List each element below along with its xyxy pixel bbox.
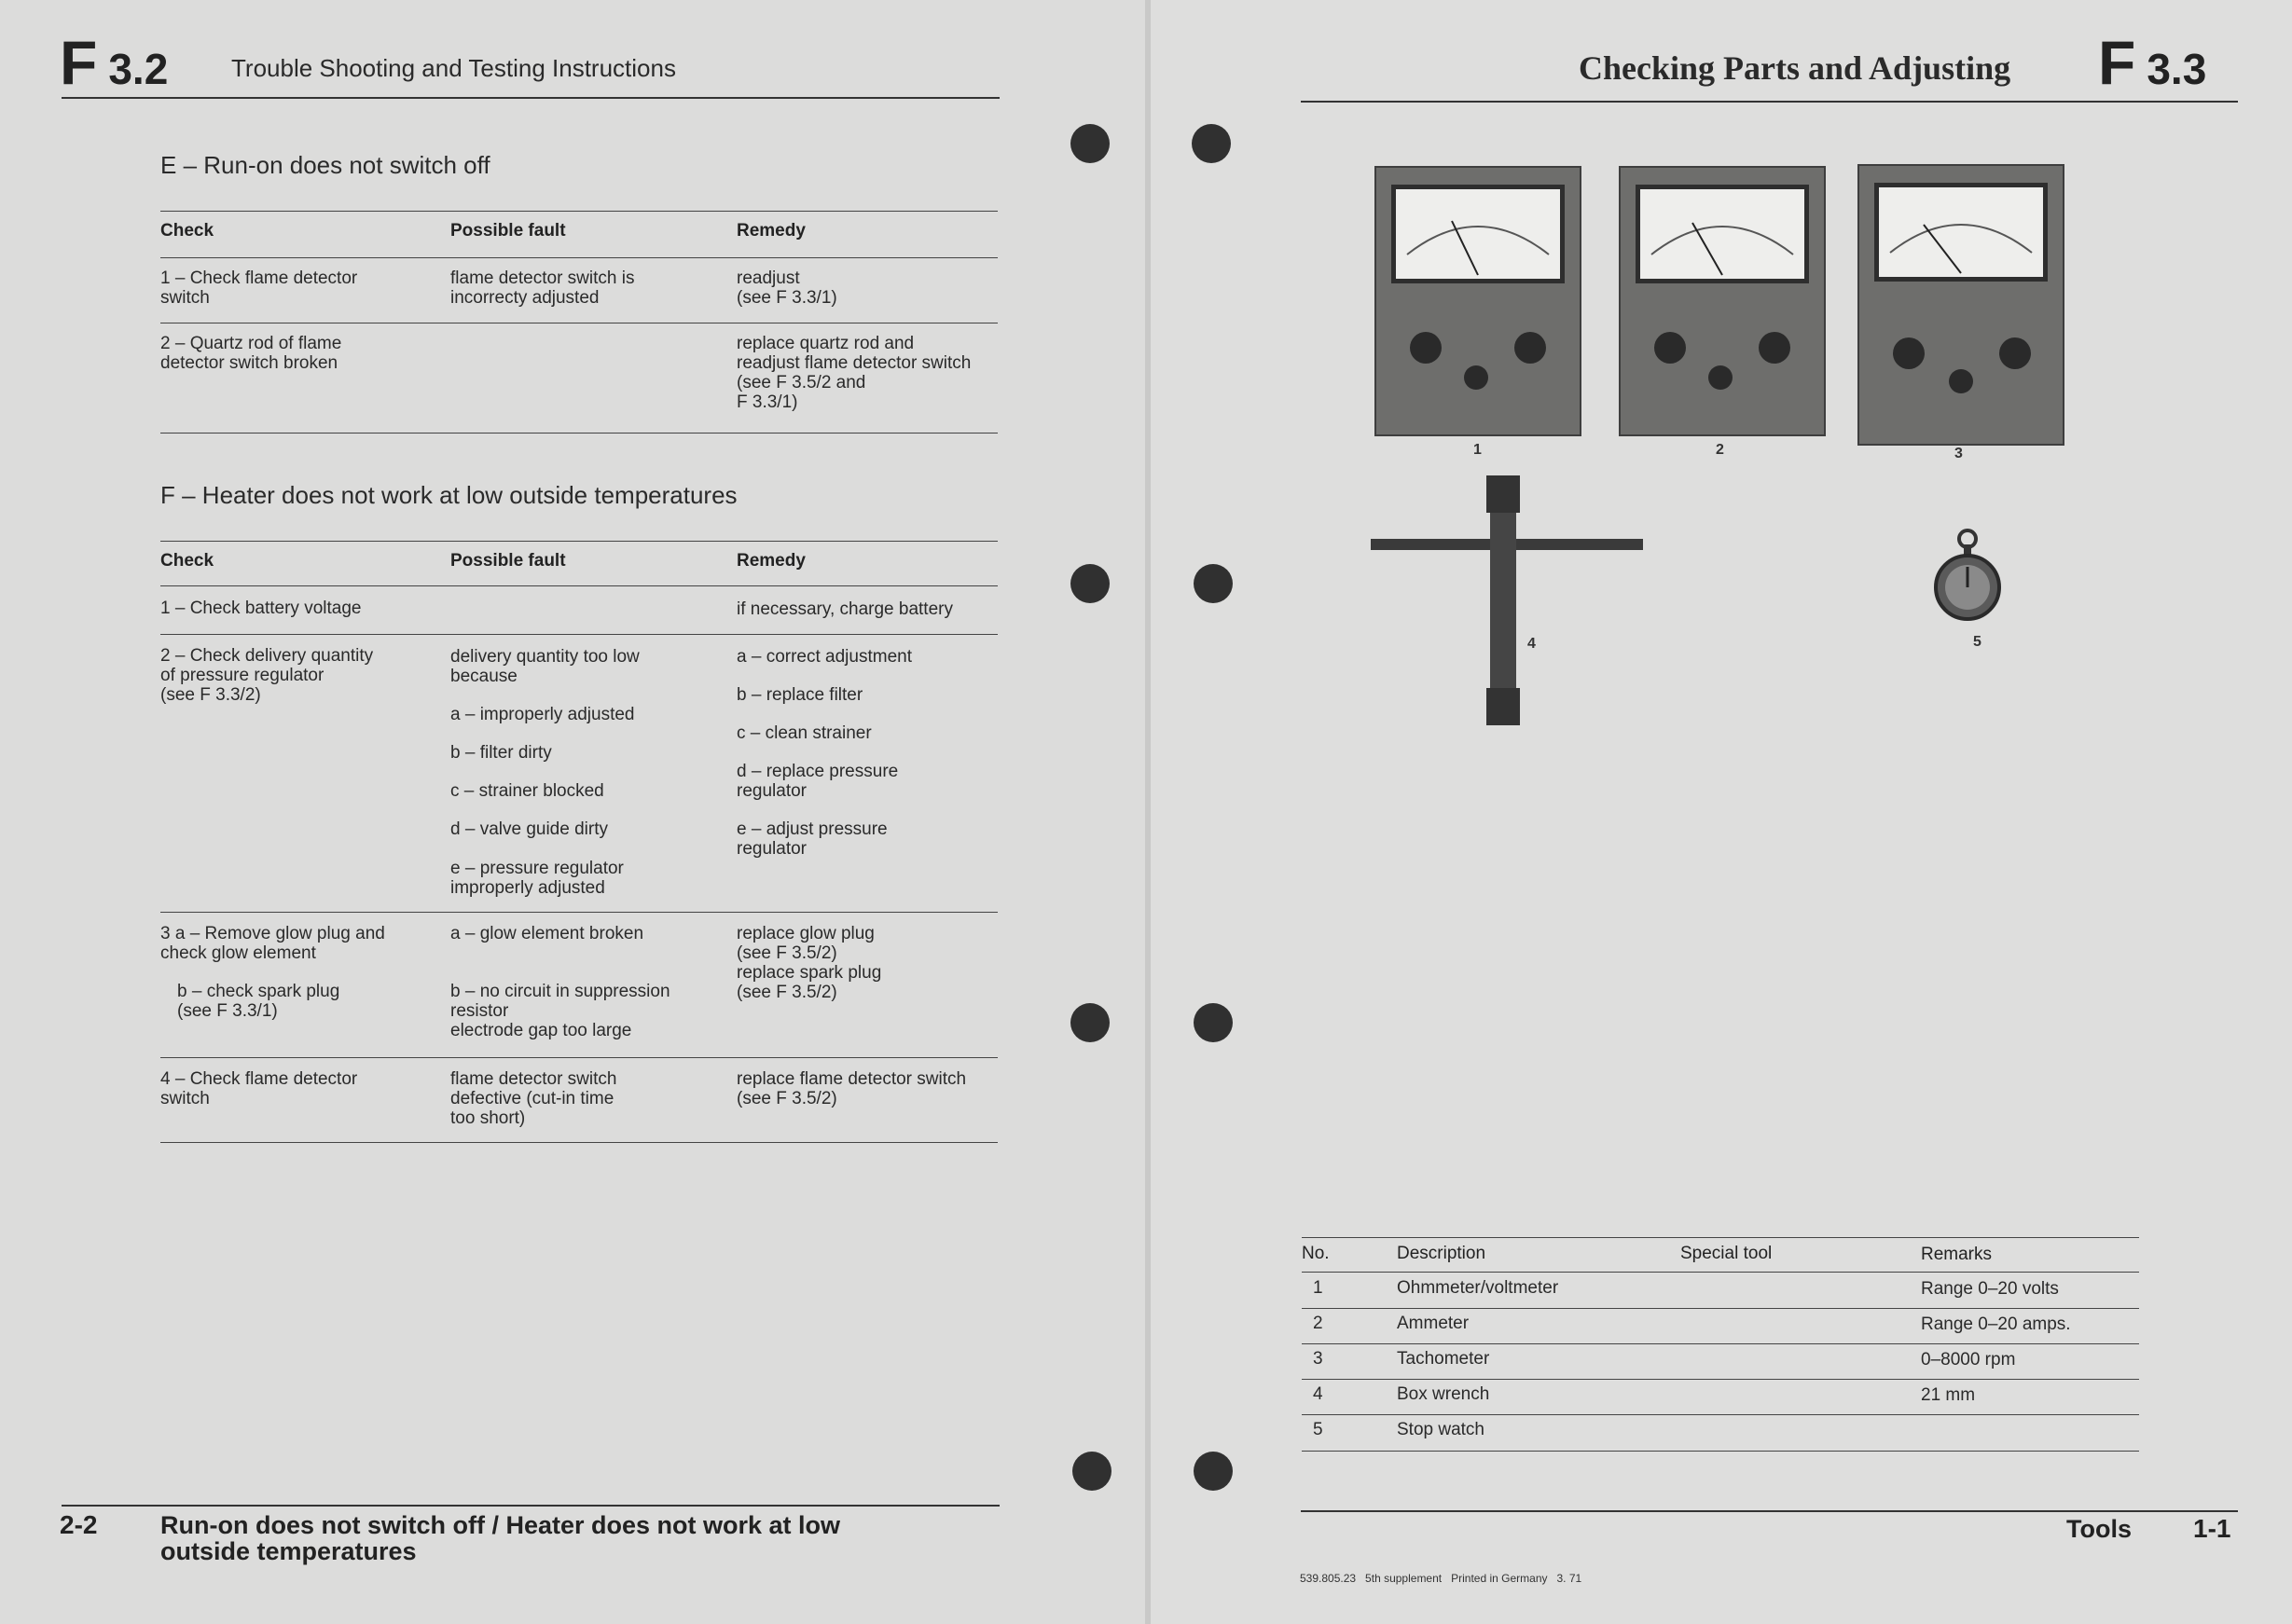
tools-col-no: No. (1302, 1244, 1330, 1263)
meter-dial (1391, 185, 1565, 283)
section-f-row3-check-a: 3 a – Remove glow plug and check glow element (160, 924, 385, 963)
binder-hole (1070, 1003, 1110, 1042)
tools-col-remarks: Remarks (1921, 1245, 1993, 1264)
ohmmeter-voltmeter-photo (1374, 166, 1581, 436)
tools-col-description: Description (1397, 1244, 1486, 1263)
right-page-number: 1-1 (2193, 1514, 2231, 1543)
section-f-row2-remedy-e: e – adjust pressure regulator (737, 819, 888, 859)
section-e-col-check: Check (160, 221, 214, 241)
left-page-number: 2-2 (60, 1510, 98, 1539)
section-f-row3-check-b: b – check spark plug (see F 3.3/1) (177, 982, 340, 1021)
meter-dial (1636, 185, 1809, 283)
figure-label-4: 4 (1527, 636, 1536, 652)
section-f-row3-fault-b: b – no circuit in suppression resistor electrode gap too large (450, 982, 670, 1040)
tools-row-5-description: Stop watch (1397, 1420, 1484, 1439)
tools-row-1-description: Ohmmeter/voltmeter (1397, 1278, 1559, 1298)
section-f-row1-rule (160, 634, 998, 635)
binder-hole (1072, 1452, 1111, 1491)
section-f-row4-fault: flame detector switch defective (cut-in time too short) (450, 1069, 617, 1128)
tools-row-rule (1302, 1308, 2139, 1309)
left-section-code (60, 28, 169, 97)
tools-row-3-remarks: 0–8000 rpm (1921, 1350, 2016, 1369)
tools-table-top-rule (1302, 1237, 2139, 1238)
tools-header-rule (1302, 1272, 2139, 1273)
tools-row-4-remarks: 21 mm (1921, 1385, 1976, 1405)
section-f-bottom-rule (160, 1142, 998, 1143)
binder-hole (1070, 564, 1110, 603)
section-e-header-rule (160, 257, 998, 258)
section-f-row2-rule (160, 912, 998, 913)
imprint-line: 539.805.23 5th supplement Printed in Germany 3. 71 (1300, 1572, 1582, 1585)
meter-knob (1708, 365, 1733, 390)
section-f-row2-fault-b: b – filter dirty (450, 743, 552, 763)
tools-row-3-description: Tachometer (1397, 1349, 1490, 1369)
section-f-title: F – Heater does not work at low outside temperatures (160, 481, 738, 509)
ammeter-photo (1619, 166, 1826, 436)
tools-row-rule (1302, 1379, 2139, 1380)
section-f-col-fault: Possible fault (450, 551, 566, 571)
meter-knob (1999, 337, 2031, 369)
tools-row-4-description: Box wrench (1397, 1384, 1490, 1404)
binder-hole (1070, 124, 1110, 163)
section-e-col-fault: Possible fault (450, 221, 566, 241)
tools-row-1-no: 1 (1313, 1278, 1323, 1298)
section-f-row2-fault-e: e – pressure regulator improperly adjusted (450, 859, 624, 898)
left-footer-title: Run-on does not switch off / Heater does not work at low outside temperatures (160, 1511, 841, 1565)
left-section-letter: F (60, 28, 98, 97)
tools-row-1-remarks: Range 0–20 volts (1921, 1279, 2059, 1299)
section-f-row4-remedy: replace flame detector switch (see F 3.5/2) (737, 1069, 967, 1108)
section-f-row4-check: 4 – Check flame detector switch (160, 1069, 358, 1108)
tools-row-rule (1302, 1343, 2139, 1344)
section-e-top-rule (160, 211, 998, 212)
section-f-row2-check: 2 – Check delivery quantity of pressure regulator (see F 3.3/2) (160, 646, 374, 705)
meter-knob (1759, 332, 1790, 364)
tools-table-bottom-rule (1302, 1451, 2139, 1452)
left-page-title: Trouble Shooting and Testing Instructions (231, 54, 676, 82)
section-f-col-remedy: Remedy (737, 551, 806, 571)
figure-label-2: 2 (1716, 442, 1724, 458)
section-f-row2-fault-a: a – improperly adjusted (450, 705, 635, 724)
section-f-row2-fault-c: c – strainer blocked (450, 781, 604, 801)
right-page-title: Checking Parts and Adjusting (1579, 49, 2011, 87)
left-header-rule (62, 97, 1000, 99)
tools-row-2-description: Ammeter (1397, 1314, 1470, 1333)
section-e-title: E – Run-on does not switch off (160, 151, 490, 179)
section-f-row2-remedy-b: b – replace filter (737, 685, 863, 705)
section-e-col-remedy: Remedy (737, 221, 806, 241)
figure-label-3: 3 (1954, 446, 1963, 461)
tools-row-5-no: 5 (1313, 1420, 1323, 1439)
meter-knob (1893, 337, 1925, 369)
section-f-row3-fault-a: a – glow element broken (450, 924, 644, 943)
tools-col-special-tool: Special tool (1680, 1244, 1773, 1263)
right-header-rule (1301, 101, 2238, 103)
section-f-row2-fault-intro: delivery quantity too low because (450, 647, 640, 686)
right-section-number: 3.3 (2147, 45, 2207, 93)
section-f-row3-rule (160, 1057, 998, 1058)
section-e-row1-fault: flame detector switch is incorrecty adjusted (450, 268, 635, 308)
right-footer-title: Tools (2066, 1515, 2132, 1543)
section-e-row2-check: 2 – Quartz rod of flame detector switch broken (160, 334, 342, 373)
section-e-row1-check: 1 – Check flame detector switch (160, 268, 358, 308)
meter-dial (1874, 183, 2048, 282)
right-section-code (2098, 28, 2207, 97)
section-f-row2-remedy-d: d – replace pressure regulator (737, 762, 899, 801)
section-f-row3-remedy: replace glow plug (see F 3.5/2) replace spark plug (see F 3.5/2) (737, 924, 882, 1002)
stop-watch-icon (1934, 528, 2001, 623)
meter-knob (1410, 332, 1442, 364)
section-f-col-check: Check (160, 551, 214, 571)
section-f-row2-remedy-c: c – clean strainer (737, 723, 872, 743)
tools-row-rule (1302, 1414, 2139, 1415)
tachometer-photo (1857, 164, 2064, 446)
section-f-header-rule (160, 585, 998, 586)
right-footer-rule (1301, 1510, 2238, 1512)
left-footer-rule (62, 1505, 1000, 1507)
left-section-number: 3.2 (108, 45, 169, 93)
binding-spine (1145, 0, 1151, 1624)
section-e-bottom-rule (160, 433, 998, 434)
section-f-top-rule (160, 541, 998, 542)
section-e-row1-remedy: readjust (see F 3.3/1) (737, 268, 837, 308)
meter-knob (1654, 332, 1686, 364)
section-f-row2-remedy-a: a – correct adjustment (737, 647, 912, 667)
section-f-row1-remedy: if necessary, charge battery (737, 599, 953, 619)
meter-knob (1464, 365, 1488, 390)
section-e-row2-remedy: replace quartz rod and readjust flame detector switch (see F 3.5/2 and F 3.3/1) (737, 334, 972, 412)
meter-knob (1949, 369, 1973, 393)
right-section-letter: F (2098, 28, 2136, 97)
section-f-row2-fault-d: d – valve guide dirty (450, 819, 608, 839)
tools-row-2-remarks: Range 0–20 amps. (1921, 1314, 2071, 1334)
figure-label-1: 1 (1473, 442, 1482, 458)
figure-label-5: 5 (1973, 634, 1981, 650)
box-wrench-icon (1367, 472, 1647, 729)
section-f-row1-check: 1 – Check battery voltage (160, 599, 362, 618)
meter-knob (1514, 332, 1546, 364)
tools-row-2-no: 2 (1313, 1314, 1323, 1333)
tools-row-3-no: 3 (1313, 1349, 1323, 1369)
tools-row-4-no: 4 (1313, 1384, 1323, 1404)
